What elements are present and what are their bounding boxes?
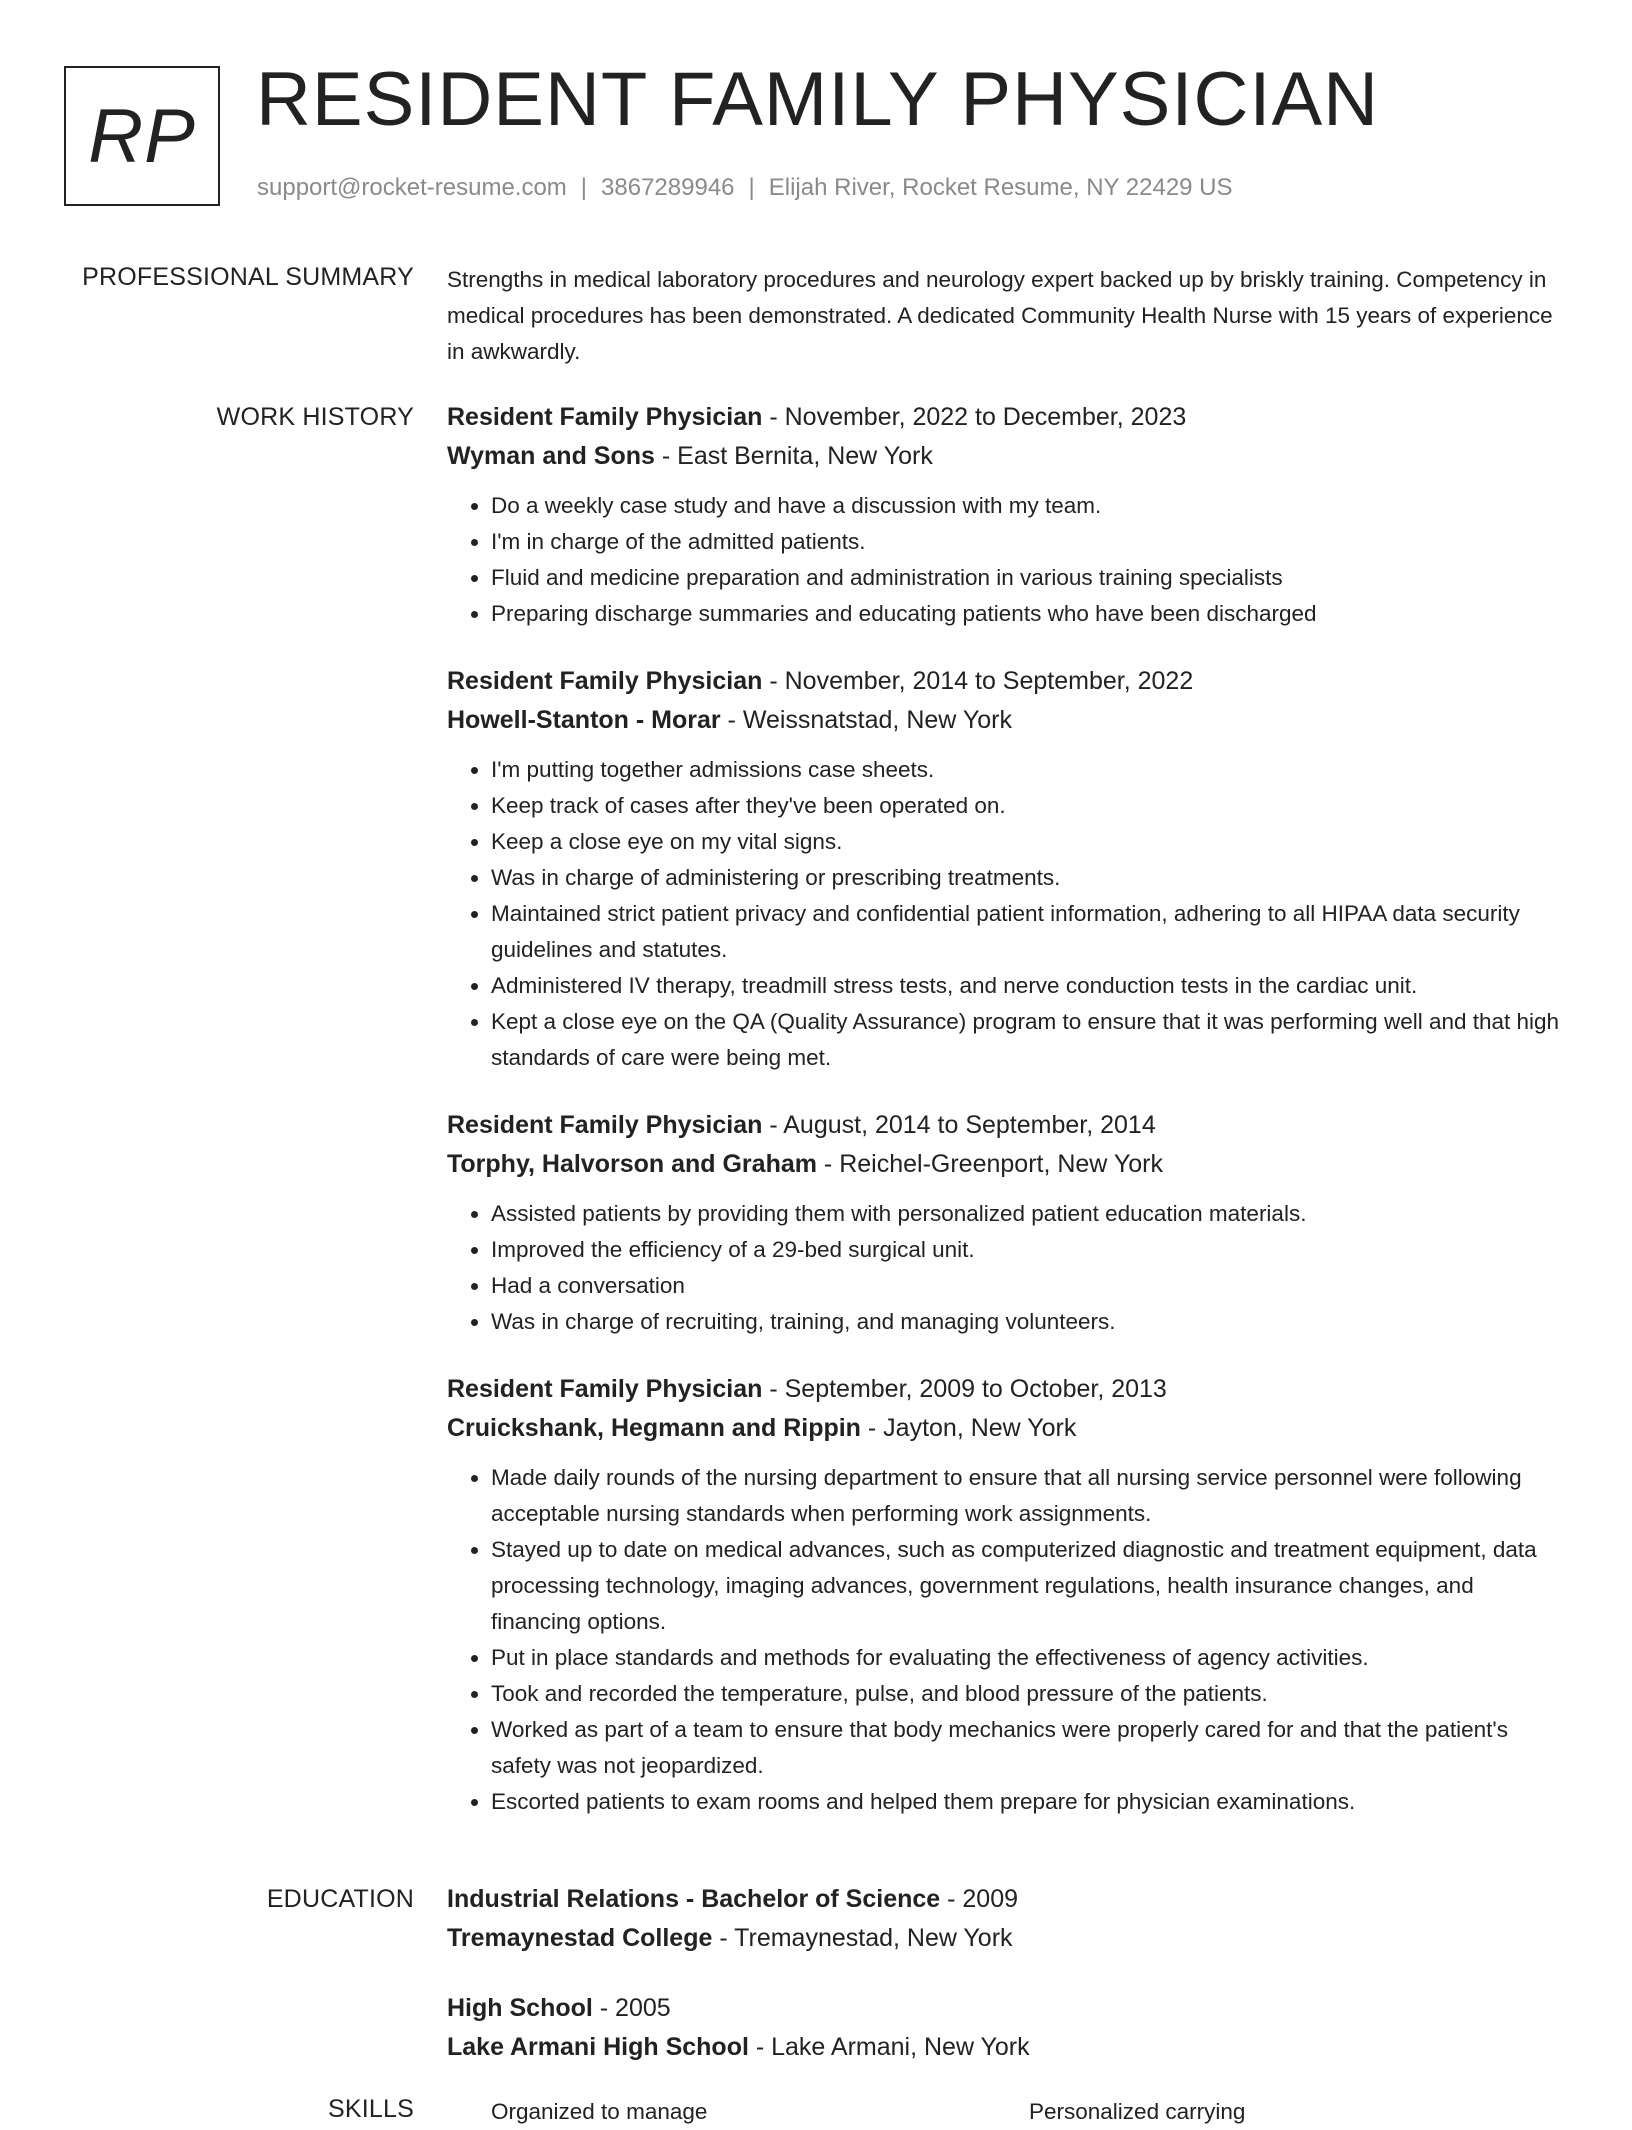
- job-location: - Reichel-Greenport, New York: [816, 1150, 1163, 1178]
- contact-email[interactable]: support@rocket-resume.com: [257, 174, 567, 201]
- resume-title: RESIDENT FAMILY PHYSICIAN: [256, 57, 1380, 142]
- job-bullets: [447, 1196, 1567, 1340]
- job-entry: [447, 398, 1567, 632]
- job-title: Resident Family Physician: [447, 403, 763, 431]
- job-title: Resident Family Physician: [447, 667, 763, 695]
- education-degree: Industrial Relations - Bachelor of Science: [447, 1885, 941, 1913]
- contact-phone[interactable]: 3867289946: [601, 174, 735, 201]
- job-bullet: • Assisted patients by providing them with personalized patient education materials.: [491, 1196, 1567, 1232]
- education-entry: [447, 1989, 1567, 2067]
- education-year: - 2005: [592, 1994, 671, 2022]
- job-company: Cruickshank, Hegmann and Rippin: [447, 1414, 861, 1442]
- job-company: Wyman and Sons: [447, 442, 655, 470]
- job-dates: - November, 2014 to September, 2022: [762, 667, 1194, 695]
- section-label-education: EDUCATION: [266, 1885, 414, 1913]
- job-bullet: • Keep track of cases after they've been operated on.: [491, 788, 1567, 824]
- contact-separator: |: [748, 174, 755, 201]
- contact-address: Elijah River, Rocket Resume, NY 22429 US: [768, 174, 1233, 201]
- skill-item: Organized to manage: [491, 2099, 708, 2124]
- education-school-line: [447, 1919, 1567, 1958]
- job-entry: [447, 662, 1567, 1076]
- job-bullet: • Preparing discharge summaries and educating patients who have been discharged: [491, 596, 1567, 632]
- summary-text: Strengths in medical laboratory procedures and neurology expert backed up by briskly training. Competency in medical procedures has been demonstrated. A dedicated Community Health Nurse with 15 years of experience in awkwardly.: [447, 267, 1553, 364]
- education-degree-line: [447, 1880, 1567, 1919]
- job-title-line: [447, 398, 1567, 437]
- job-company-line: [447, 437, 1567, 476]
- education-school-line: [447, 2028, 1567, 2067]
- job-bullet: • Escorted patients to exam rooms and helped them prepare for physician examinations.: [491, 1784, 1567, 1820]
- job-company-line: [447, 1409, 1567, 1448]
- job-bullet: • I'm in charge of the admitted patients.: [491, 524, 1567, 560]
- job-bullet: • Kept a close eye on the QA (Quality Assurance) program to ensure that it was performing well and that high standards of care were being met.: [491, 1004, 1567, 1076]
- job-bullet: • Keep a close eye on my vital signs.: [491, 824, 1567, 860]
- job-bullet: • Administered IV therapy, treadmill stress tests, and nerve conduction tests in the cardiac unit.: [491, 968, 1567, 1004]
- job-bullets: [447, 488, 1567, 632]
- work-history-list: [447, 398, 1567, 1850]
- job-entry: [447, 1370, 1567, 1820]
- job-bullet: • Was in charge of recruiting, training, and managing volunteers.: [491, 1304, 1567, 1340]
- job-dates: - September, 2009 to October, 2013: [762, 1375, 1167, 1403]
- contact-separator: |: [580, 174, 588, 201]
- education-location: - Lake Armani, New York: [748, 2033, 1030, 2061]
- section-label-skills: SKILLS: [328, 2095, 414, 2123]
- job-company: Howell-Stanton - Morar: [447, 706, 721, 734]
- job-company: Torphy, Halvorson and Graham: [447, 1150, 817, 1178]
- job-bullet: • Do a weekly case study and have a discussion with my team.: [491, 488, 1567, 524]
- job-bullet: • Put in place standards and methods for evaluating the effectiveness of agency activities.: [491, 1640, 1567, 1676]
- job-title-line: [447, 1106, 1567, 1145]
- section-label-work-history: WORK HISTORY: [216, 403, 414, 431]
- job-location: - East Bernita, New York: [654, 442, 933, 470]
- job-dates: - August, 2014 to September, 2014: [762, 1111, 1156, 1139]
- job-title: Resident Family Physician: [447, 1375, 763, 1403]
- job-entry: [447, 1106, 1567, 1340]
- job-company-line: [447, 701, 1567, 740]
- education-degree-line: [447, 1989, 1567, 2028]
- job-bullet: • Was in charge of administering or prescribing treatments.: [491, 860, 1567, 896]
- education-location: - Tremaynestad, New York: [712, 1924, 1013, 1952]
- section-label-summary: PROFESSIONAL SUMMARY: [82, 263, 414, 291]
- job-bullet: • Stayed up to date on medical advances, such as computerized diagnostic and treatment equipment, data processing technology, imaging advances, government regulations, health insurance changes, and financing options.: [491, 1532, 1567, 1640]
- job-title-line: [447, 1370, 1567, 1409]
- skills-list: [447, 2094, 1567, 2130]
- job-title-line: [447, 662, 1567, 701]
- skill-item: Personalized carrying: [1029, 2099, 1246, 2124]
- job-title: Resident Family Physician: [447, 1111, 763, 1139]
- job-bullet: • Made daily rounds of the nursing department to ensure that all nursing service personnel were following acceptable nursing standards when performing work assignments.: [491, 1460, 1567, 1532]
- education-entry: [447, 1880, 1567, 1958]
- monogram-logo: RP: [64, 66, 220, 206]
- contact-line: [257, 174, 1233, 202]
- education-school: Tremaynestad College: [447, 1924, 713, 1952]
- job-bullet: • Maintained strict patient privacy and confidential patient information, adhering to all HIPAA data security guidelines and statutes.: [491, 896, 1567, 968]
- job-bullet: • Fluid and medicine preparation and administration in various training specialists: [491, 560, 1567, 596]
- job-dates: - November, 2022 to December, 2023: [762, 403, 1187, 431]
- job-location: - Weissnatstad, New York: [720, 706, 1012, 734]
- job-company-line: [447, 1145, 1567, 1184]
- job-bullet: • Took and recorded the temperature, pulse, and blood pressure of the patients.: [491, 1676, 1567, 1712]
- education-degree: High School: [447, 1994, 593, 2022]
- job-bullet: • I'm putting together admissions case sheets.: [491, 752, 1567, 788]
- job-bullets: [447, 752, 1567, 1076]
- education-year: - 2009: [940, 1885, 1019, 1913]
- job-bullet: • Improved the efficiency of a 29-bed surgical unit.: [491, 1232, 1567, 1268]
- job-bullet: • Worked as part of a team to ensure that body mechanics were properly cared for and that the patient's safety was not jeopardized.: [491, 1712, 1567, 1784]
- education-list: [447, 1880, 1567, 2098]
- job-location: - Jayton, New York: [860, 1414, 1077, 1442]
- job-bullet: • Had a conversation: [491, 1268, 1567, 1304]
- education-school: Lake Armani High School: [447, 2033, 749, 2061]
- job-bullets: [447, 1460, 1567, 1820]
